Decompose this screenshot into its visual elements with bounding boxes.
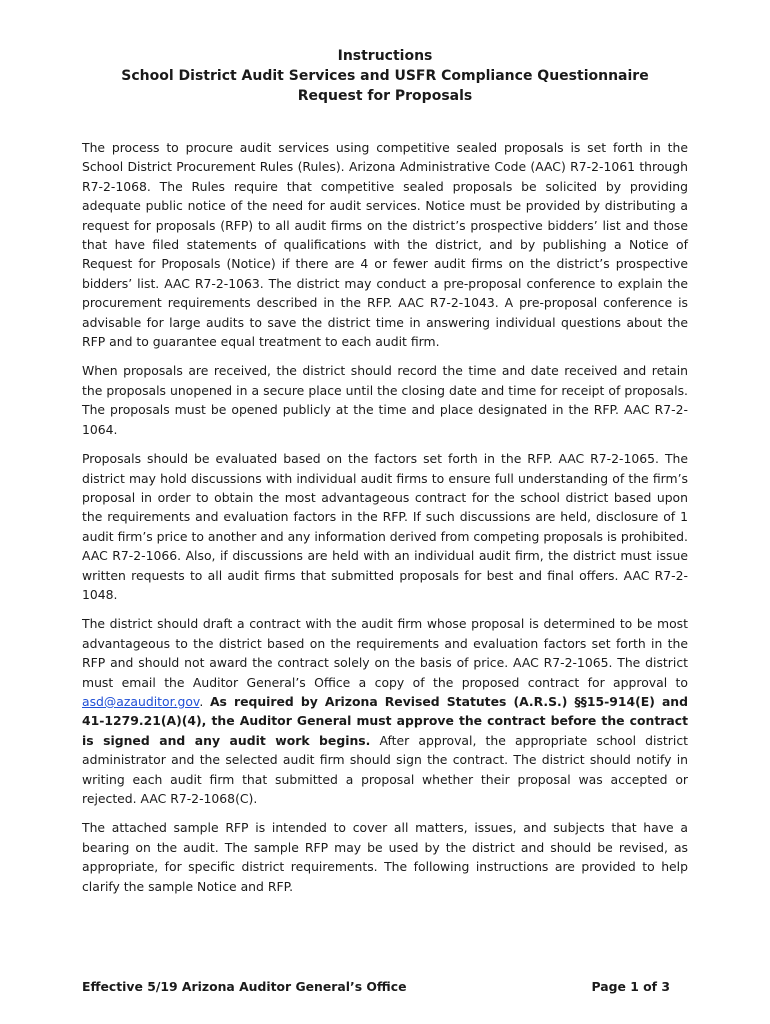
- paragraph-3: Proposals should be evaluated based on the factors set forth in the RFP. AAC R7-2-1065. The district may hold discussions with individual audit firms to ensure full understanding of the firm’s proposal in order to obtain the most advantageous contract for the school district based upon the requirements and evaluation factors in the RFP. If such discussions are held, disclosure of 1 audit firm’s price to another and any information derived from competing proposals is prohibited. AAC R7-2-1066. Also, if discussions are held with an individual audit firm, the district must issue written requests to all audit firms that submitted proposals for best and final offers. AAC R7-2-1048.: [82, 451, 688, 602]
- title-line-2: School District Audit Services and USFR Compliance Questionnaire: [121, 68, 649, 84]
- paragraph-1: The process to procure audit services using competitive sealed proposals is set forth in the School District Procurement Rules (Rules). Arizona Administrative Code (AAC) R7-2-1061 through R7-2-1068. The Rules require that competitive sealed proposals be solicited by providing adequate public notice of the need for audit services. Notice must be provided by distributing a request for proposals (RFP) to all audit firms on the district’s prospective bidders’ list and those that have filed statements of qualifications with the district, and by publishing a Notice of Request for Proposals (Notice) if there are 4 or fewer audit firms on the district’s prospective bidders’ list. AAC R7-2-1063. The district may conduct a pre-proposal conference to explain the procurement requirements described in the RFP. AAC R7-2-1043. A pre-proposal conference is advisable for large audits to save the district time in answering individual questions about the RFP and to guarantee equal treatment to each audit firm.: [82, 140, 688, 350]
- paragraph-4-sep: .: [199, 693, 210, 709]
- page-footer: [82, 979, 670, 994]
- title-line-3: Request for Proposals: [297, 88, 473, 104]
- paragraph-4: [82, 614, 688, 808]
- paragraph-4-text: The district should draft a contract with the audit firm whose proposal is determined to be most advantageous to the district based on the requirements and evaluation factors set forth in the RFP and should not award the contract solely on the basis of price. AAC R7-2-1065. The district must email the Auditor General’s Office a copy of the proposed contract for approval to: [82, 616, 688, 690]
- paragraph-2: When proposals are received, the district should record the time and date received and retain the proposals unopened in a secure place until the closing date and time for receipt of proposals. The proposals must be opened publicly at the time and place designated in the RFP. AAC R7-2-1064.: [82, 363, 688, 437]
- paragraph-5: The attached sample RFP is intended to cover all matters, issues, and subjects that have a bearing on the audit. The sample RFP may be used by the district and should be revised, as appropriate, for specific district requirements. The following instructions are provided to help clarify the sample Notice and RFP.: [82, 820, 688, 894]
- document-page: [82, 46, 688, 906]
- paragraph-4-end: After approval, the appropriate school district administrator and the selected audit firm should sign the contract. The district should notify in writing each audit firm that submitted a proposal whether their proposal was accepted or rejected. AAC R7-2-1068(C).: [82, 732, 688, 806]
- footer-left: Effective 5/19 Arizona Auditor General’s Office: [82, 979, 407, 994]
- document-body: [82, 138, 688, 896]
- document-title: [82, 46, 688, 106]
- paragraph-4-bold: As required by Arizona Revised Statutes (A.R.S.) §§15-914(E) and 41-1279.21(A)(4), the Auditor General must approve the contract before the contract is signed and any audit work begins.: [82, 693, 688, 748]
- email-link[interactable]: asd@azauditor.gov: [82, 693, 200, 709]
- title-line-1: Instructions: [337, 48, 433, 64]
- footer-page-number: Page 1 of 3: [591, 979, 670, 994]
